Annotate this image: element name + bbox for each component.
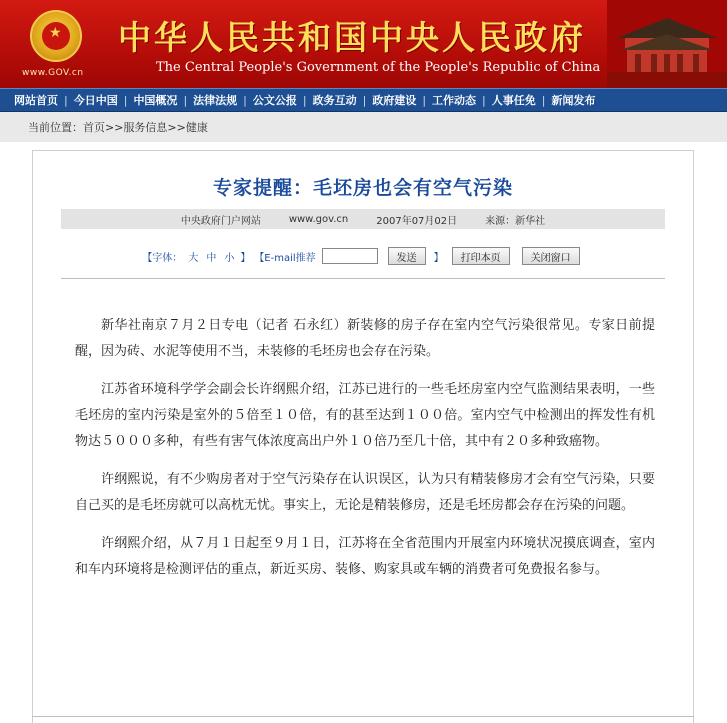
nav-item-appointments[interactable]: 人事任免 bbox=[491, 94, 536, 107]
meta-site: www.gov.cn bbox=[288, 213, 349, 225]
nav-item-laws[interactable]: 法律法规 bbox=[193, 94, 238, 107]
email-recommend-label: 【E-mail推荐 bbox=[254, 252, 316, 264]
meta-date: 2007年07月02日 bbox=[376, 215, 458, 227]
nav-separator: | bbox=[64, 93, 68, 107]
email-close: 】 bbox=[433, 252, 444, 264]
meta-source: 中央政府门户网站 bbox=[180, 215, 261, 227]
breadcrumb-health[interactable]: 健康 bbox=[185, 121, 208, 134]
article-panel bbox=[32, 150, 694, 723]
nav-item-today-china[interactable]: 今日中国 bbox=[73, 94, 118, 107]
close-window-button[interactable]: 关闭窗口 bbox=[522, 247, 580, 265]
header-banner bbox=[0, 0, 727, 88]
article-body bbox=[75, 313, 655, 595]
font-size-medium[interactable]: 中 bbox=[206, 252, 217, 264]
nav-separator: | bbox=[541, 93, 546, 107]
site-url: www.GOV.cn bbox=[22, 68, 84, 78]
nav-item-home[interactable]: 网站首页 bbox=[14, 94, 58, 107]
nav-separator: | bbox=[123, 93, 128, 107]
print-button[interactable]: 打印本页 bbox=[452, 247, 510, 265]
nav-item-china-overview[interactable]: 中国概况 bbox=[133, 94, 178, 107]
site-title: 中华人民共和国中央人民政府 bbox=[118, 18, 586, 57]
nav-separator: | bbox=[183, 93, 188, 107]
nav-separator: | bbox=[302, 93, 307, 107]
article-paragraph: 许纲熙介绍，从７月１日起至９月１日，江苏将在全省范围内开展室内环境状况摸底调查，室内和车内环境将是检测评估的重点，新近买房、装修、购家具或车辆的消费者可免费报名参与。 bbox=[75, 536, 655, 577]
breadcrumb bbox=[0, 112, 727, 142]
tiananmen-gate-icon bbox=[607, 0, 727, 88]
nav-item-documents[interactable]: 公文公报 bbox=[252, 94, 297, 107]
nav-separator: | bbox=[243, 93, 247, 107]
nav-separator: | bbox=[422, 93, 427, 107]
breadcrumb-service-info[interactable]: 服务信息>> bbox=[123, 121, 186, 134]
article-paragraph: 江苏省环境科学学会副会长许纲熙介绍，江苏已进行的一些毛坯房室内空气监测结果表明，一些毛坯房的室内污染是室外的５倍至１０倍，有的甚至达到１００倍。室内空气中检测出的挥发性有机物达５０００多种，有些有害气体浓度高出户外１０倍乃至几十倍，其中有２０多种致癌物。 bbox=[75, 382, 655, 449]
toolbar-divider bbox=[61, 278, 665, 279]
nav-item-work-news[interactable]: 工作动态 bbox=[432, 94, 477, 107]
nav-separator: | bbox=[482, 93, 486, 107]
breadcrumb-home[interactable]: 首页>> bbox=[83, 121, 124, 134]
article-meta bbox=[61, 209, 665, 229]
main-nav bbox=[0, 88, 727, 112]
email-input[interactable] bbox=[322, 248, 378, 264]
site-subtitle: The Central People's Government of the People's Republic of China bbox=[156, 60, 601, 75]
article-title: 专家提醒：毛坯房也会有空气污染 bbox=[212, 177, 513, 199]
nav-item-government[interactable]: 政府建设 bbox=[372, 94, 417, 107]
article-toolbar bbox=[33, 245, 693, 267]
nav-separator: | bbox=[362, 93, 367, 107]
nav-item-press[interactable]: 新闻发布 bbox=[551, 94, 596, 107]
font-size-large[interactable]: 大 bbox=[188, 252, 199, 264]
font-size-label: 【字体： bbox=[142, 252, 183, 264]
nav-item-interaction[interactable]: 政务互动 bbox=[312, 94, 357, 107]
font-size-close: 】 bbox=[240, 252, 251, 264]
meta-origin: 来源：新华社 bbox=[485, 215, 546, 227]
article-paragraph: 许纲熙说，有不少购房者对于空气污染存在认识误区，认为只有精装修房才会有空气污染，只要自己买的是毛坯房就可以高枕无忧。事实上，无论是精装修房，还是毛坯房都会存在污染的问题。 bbox=[75, 472, 655, 513]
send-button[interactable]: 发送 bbox=[388, 247, 426, 265]
national-emblem-icon: ★ bbox=[30, 10, 82, 62]
article-paragraph: 新华社南京７月２日专电（记者 石永红）新装修的房子存在室内空气污染很常见。专家日前提醒，因为砖、水泥等使用不当，未装修的毛坯房也会存在污染。 bbox=[75, 318, 655, 359]
font-size-small[interactable]: 小 bbox=[224, 252, 235, 264]
panel-bottom-divider bbox=[32, 716, 694, 717]
breadcrumb-label: 当前位置： bbox=[28, 121, 83, 134]
